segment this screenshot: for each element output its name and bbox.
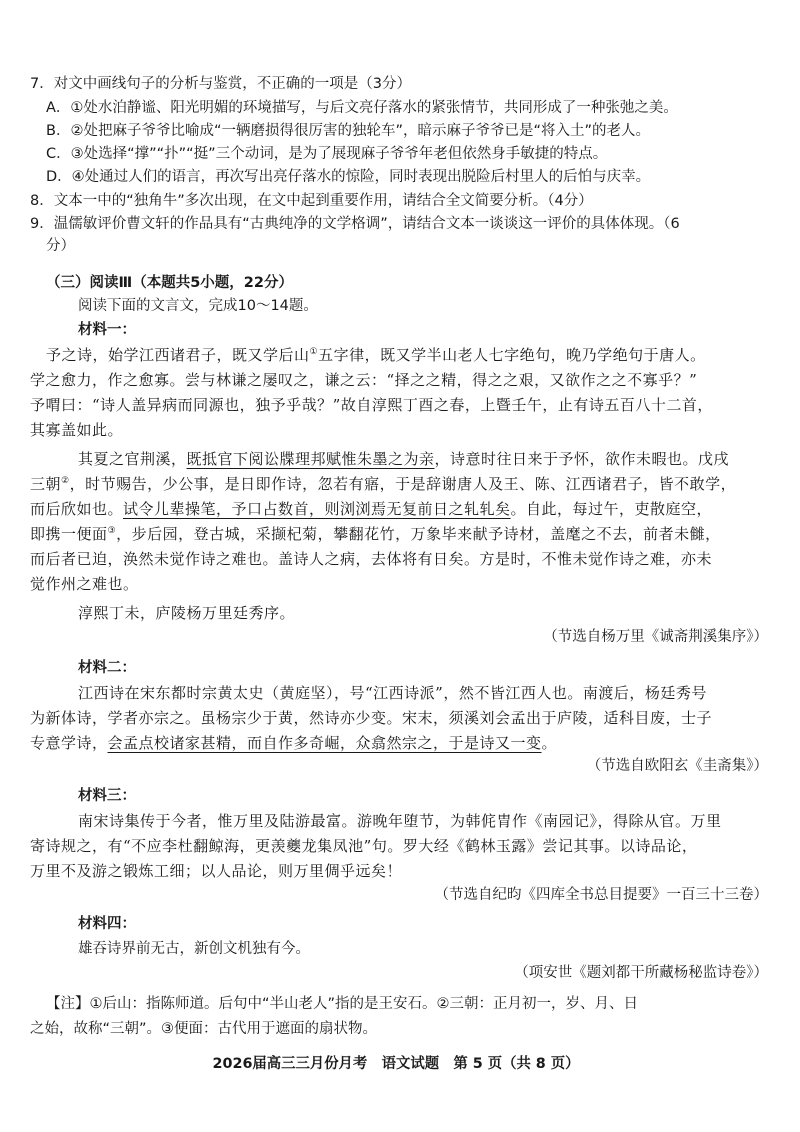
material-1-para2-line-1: [78, 449, 729, 469]
m1-line-1b: 五字律，既又学半山老人七字绝句，晚乃学绝句于唐人。: [318, 346, 706, 364]
page-footer: 2026届高三三月份月考 语文试题 第 5 页（共 8 页）: [212, 1056, 580, 1072]
material-4-line-1: 雄吞诗界前无古，新创文机独有今。: [78, 941, 310, 957]
section-3-intro: 阅读下面的文言文，完成10～14题。: [78, 298, 318, 314]
footnote-mark-3: ③: [107, 526, 117, 536]
material-1-para2-line-2: [30, 474, 736, 494]
material-3-line-2: 寄诗规之，有“不应李杜翻鲸海，更羡夔龙集凤池”句。罗大经《鹤林玉露》尝记其事。以诗品论，: [30, 837, 698, 855]
question-9-line-2: 分）: [46, 238, 75, 254]
question-7-option-c: C．③处选择“撑”“扑”“挺”三个动词，是为了展现麻子爷爷年老但依然身手敏捷的特点。: [46, 146, 608, 162]
question-7-stem: 7．对文中画线句子的分析与鉴赏，不正确的一项是（3分）: [30, 76, 411, 92]
section-3-heading: [46, 273, 293, 293]
material-1-para2-line-4: [30, 524, 721, 544]
material-2-line-3: [30, 733, 557, 753]
p2-l4-a: 即携一便面: [30, 525, 108, 543]
material-4-source: （项安世《题刘都干所藏杨秘监诗卷》）: [514, 965, 768, 981]
material-1-line-1: [46, 345, 706, 365]
p2-l1-b: ，诗意时往日来于予怀，欲作未暇也。戊戌: [434, 450, 730, 468]
material-3-title: 材料三：: [78, 788, 136, 804]
m2-l3-a: 专意学诗，: [30, 734, 108, 752]
m2-l3-b: 。: [541, 734, 558, 752]
material-1-title: 材料一：: [78, 322, 136, 338]
material-3-line-3: 万里不及游之锻炼工细；以人品论，则万里倜乎远矣！: [30, 862, 403, 880]
material-2-title: 材料二：: [78, 660, 136, 676]
m1-line-1a: 予之诗，始学江西诸君子，既又学后山: [46, 346, 310, 364]
annotation-line-2: 之始，故称“三朝”。③便面：古代用于遮面的扇状物。: [30, 1021, 378, 1037]
material-1-line-2: 学之愈力，作之愈寡。尝与林谦之屡叹之，谦之云：“择之之精，得之之艰，又欲作之之不寡乎？”: [30, 371, 698, 389]
material-1-para2-line-6: 觉作州之难也。: [30, 575, 139, 593]
question-9-line-1: 9．温儒敏评价曹文轩的作品具有“古典纯净的文学格调”，请结合文本一谈谈这一评价的具体体现。（6: [30, 216, 680, 232]
question-7-option-d: D．④处通过人们的语言，再次写出亮仔落水的惊险，同时表现出脱险后村里人的后怕与庆幸。: [46, 169, 651, 185]
material-3-line-1: 南宋诗集传于今者，惟万里及陆游最富。游晚年堕节，为韩侂胄作《南园记》，得除从官。万里: [78, 812, 722, 830]
question-7-option-a: A．①处水泊静谧、阳光明媚的环境描写，与后文亮仔落水的紧张情节，共同形成了一种张弛之美。: [46, 100, 678, 116]
question-7-option-b: B．②处把麻子爷爷比喻成“一辆磨损得很厉害的独轮车”，暗示麻子爷爷已是“将入土”的老人。: [46, 123, 650, 139]
material-4-title: 材料四：: [78, 916, 136, 932]
footnote-mark-1: ①: [309, 347, 319, 357]
material-2-source: （节选自欧阳玄《圭斋集》）: [586, 758, 768, 774]
underlined-sentence-1: 既抵官下阅讼牒理邦赋惟朱墨之为亲: [186, 450, 435, 468]
material-1-signature: 淳熙丁未，庐陵杨万里廷秀序。: [78, 604, 296, 622]
material-1-para2-line-3: [30, 499, 712, 519]
p2-l4-b: ，步后园，登古城，采撷杞菊，攀翻花竹，万象毕来献予诗材，盖麾之不去，前者未雠，: [116, 525, 721, 543]
underlined-sentence-2: 试令儿辈操笔，予口占数首，则浏浏焉无复前日之轧轧矣: [123, 500, 511, 518]
material-2-line-1: 江西诗在宋东都时宗黄太史（黄庭坚），号“江西诗派”，然不皆江西人也。南渡后，杨廷秀号: [78, 684, 707, 702]
p2-l3-b: 。自此，每过午，吏散庭空，: [510, 500, 713, 518]
p2-l1-a: 其夏之官荆溪，: [78, 450, 187, 468]
annotation-line-1: 【注】①后山：指陈师道。后句中“半山老人”指的是王安石。②三朝：正月初一，岁、月、日: [46, 996, 639, 1012]
footnote-mark-2: ②: [61, 476, 70, 486]
p2-l2-b: ，时节赐告，少公事，是日即作诗，忽若有寤，于是辞谢唐人及王、陈、江西诸君子，皆不敢学，: [69, 475, 737, 493]
material-1-para2-line-5: 而后者已迫，涣然未觉作诗之难也。盖诗人之病，去体将有日矣。方是时，不惟未觉作诗之难，亦未: [30, 550, 713, 568]
material-1-line-3: 予喟曰：“诗人盖异病而同源也，独予乎哉？”故自淳熙丁酉之春，上暨壬午，止有诗五百八十二首，: [30, 396, 713, 414]
material-2-line-2: 为新体诗，学者亦宗之。虽杨宗少于黄，然诗亦少变。宋末，须溪刘会孟出于庐陵，适科目废，士子: [30, 709, 713, 727]
material-1-line-4: 其寡盖如此。: [30, 421, 124, 439]
section-3-heading-text: （三）阅读Ⅲ（本题共5小题，22分）: [46, 275, 293, 291]
material-1-source: （节选自杨万里《诚斋荆溪集序》）: [543, 629, 768, 645]
material-3-source: （节选自纪昀《四库全书总目提要》一百三十三卷）: [434, 887, 768, 903]
underlined-sentence-3: 会孟点校诸家甚精，而自作多奇崛，众翕然宗之，于是诗又一变: [107, 734, 542, 752]
p2-l2-a: 三朝: [30, 475, 62, 493]
p2-l3-a: 而后欣如也。: [30, 500, 124, 518]
question-8: 8．文本一中的“独角牛”多次出现，在文中起到重要作用，请结合全文简要分析。（4分）: [30, 193, 593, 209]
